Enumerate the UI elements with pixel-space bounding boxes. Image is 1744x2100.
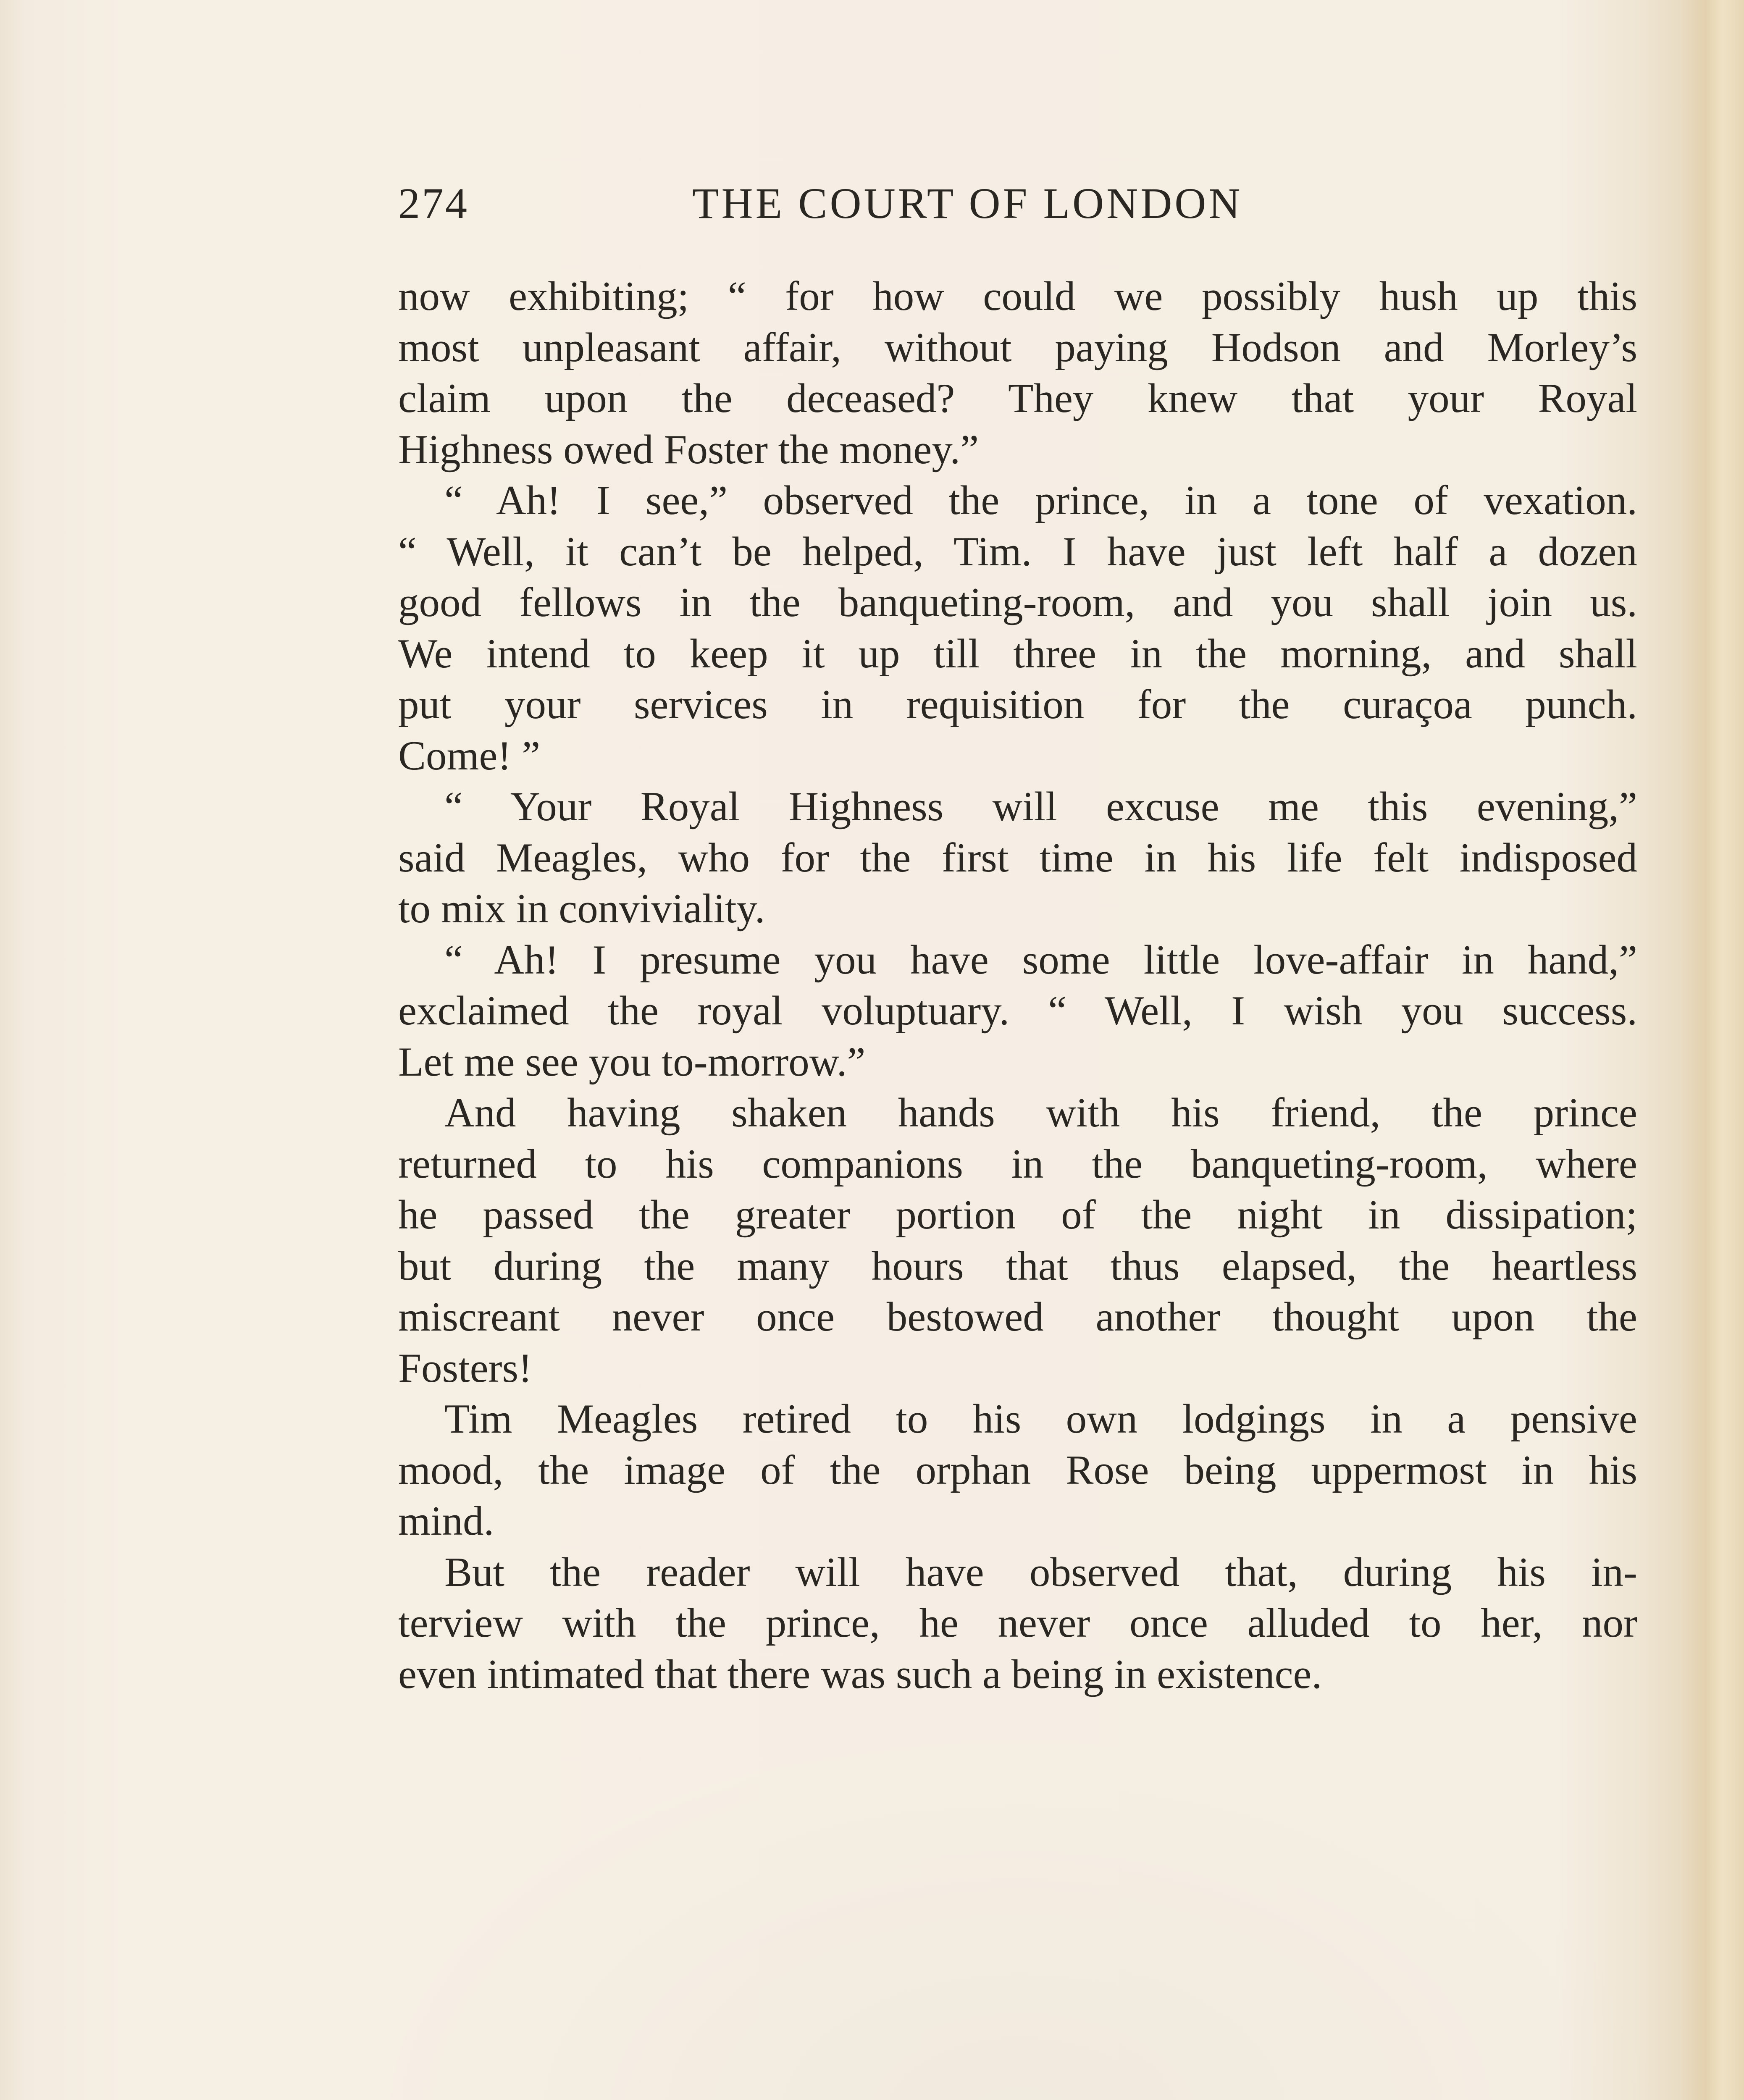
text-line: put your services in requisition for the curaçoa punch. [398, 682, 1637, 727]
text-line: “ Well, it can’t be helped, Tim. I have just left half a dozen [398, 528, 1637, 575]
text-line: but during the many hours that thus elapsed, the heartless [398, 1243, 1637, 1289]
body-text [398, 271, 1637, 1700]
text-line: exclaimed the royal voluptuary. “ Well, I wish you success. [398, 988, 1637, 1034]
text-line: Tim Meagles retired to his own lodgings in a pensive [444, 1396, 1637, 1442]
text-line: mind. [398, 1498, 494, 1544]
text-line: Let me see you to-morrow.” [398, 1039, 866, 1085]
text-line: Come! ” [398, 732, 541, 779]
text-line: terview with the prince, he never once alluded to her, nor [398, 1600, 1637, 1646]
page-number: 274 [398, 179, 469, 228]
text-line: he passed the greater portion of the night in dissipation; [398, 1192, 1637, 1238]
text-line: “ Ah! I see,” observed the prince, in a tone of vexation. [444, 478, 1637, 523]
text-line: even intimated that there was such a being in existence. [398, 1651, 1322, 1697]
text-line: But the reader will have observed that, during his in- [444, 1549, 1637, 1595]
text-line: “ Ah! I presume you have some little love-affair in hand,” [444, 937, 1637, 983]
text-line: And having shaken hands with his friend, the prince [444, 1090, 1637, 1136]
running-head: THE COURT OF LONDON [692, 179, 1243, 228]
text-line: mood, the image of the orphan Rose being uppermost in his [398, 1447, 1637, 1493]
show-through-shadow [370, 1722, 1672, 2100]
text-line: claim upon the deceased? They knew that your Royal [398, 375, 1637, 421]
text-line: now exhibiting; “ for how could we possibly hush up this [398, 273, 1637, 319]
text-line: to mix in conviviality. [398, 886, 765, 932]
text-line: Fosters! [398, 1345, 532, 1391]
text-line: returned to his companions in the banqueting-room, where [398, 1141, 1637, 1187]
page-header [398, 178, 1341, 242]
text-line: said Meagles, who for the first time in his life felt indisposed [398, 835, 1637, 881]
text-line: Highness owed Foster the money.” [398, 426, 979, 472]
text-line: “ Your Royal Highness will excuse me this evening,” [444, 784, 1637, 830]
text-line: good fellows in the banqueting-room, and you shall join us. [398, 580, 1637, 625]
text-line: most unpleasant affair, without paying Hodson and Morley’s [398, 324, 1637, 370]
text-line: We intend to keep it up till three in the morning, and shall [398, 630, 1637, 677]
text-line: miscreant never once bestowed another thought upon the [398, 1294, 1637, 1340]
